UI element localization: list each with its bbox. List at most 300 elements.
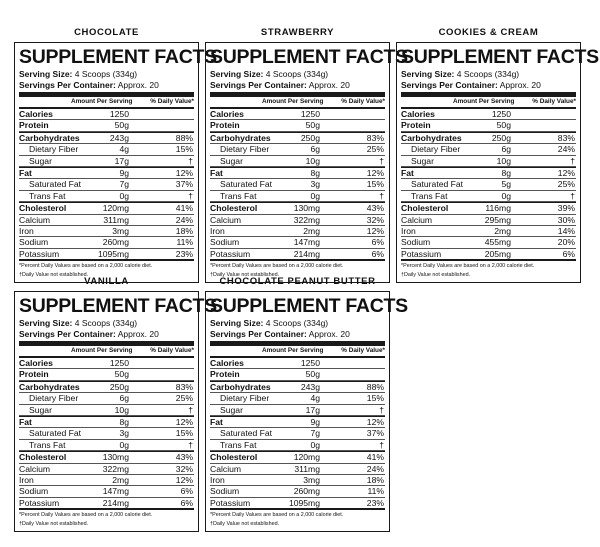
nutrient-row	[210, 486, 385, 497]
nutrient-daily-value: 24%	[175, 214, 193, 225]
nutrient-name: Dietary Fiber	[411, 144, 461, 155]
nutrient-row	[19, 440, 194, 451]
nutrient-daily-value: 12%	[175, 416, 193, 427]
flavor-title: STRAWBERRY	[260, 27, 335, 38]
nutrient-daily-value	[129, 109, 194, 119]
nutrient-amount: 0g	[501, 190, 511, 201]
nutrient-row	[210, 475, 385, 486]
nutrient-amount: 8g	[119, 416, 129, 427]
nutrient-name: Protein	[19, 120, 49, 131]
nutrient-daily-value	[511, 120, 576, 130]
nutrient-daily-value: 14%	[557, 225, 575, 236]
nutrient-amount: 50g	[496, 120, 511, 131]
nutrient-amount: 120mg	[293, 452, 320, 463]
nutrient-daily-value: 6%	[562, 248, 575, 259]
table-header	[210, 97, 385, 109]
nutrient-amount: 10g	[305, 155, 320, 166]
nutrient-name: Sodium	[401, 237, 431, 248]
flavor-block-4	[205, 275, 408, 532]
nutrient-row	[19, 202, 194, 214]
nutrient-name: Sodium	[210, 237, 240, 248]
nutrient-daily-value: 24%	[557, 144, 575, 155]
nutrient-daily-value: 37%	[366, 428, 384, 439]
nutrient-name: Sodium	[19, 237, 49, 248]
nutrient-daily-value: 12%	[175, 474, 193, 485]
nutrient-row	[210, 120, 385, 131]
flavor-block-2	[396, 26, 599, 283]
nutrient-row	[19, 475, 194, 486]
nutrient-row	[210, 249, 385, 261]
serving-size	[19, 318, 194, 329]
servings-per-container-label: Servings Per Container:	[210, 79, 307, 90]
serving-size	[401, 69, 576, 80]
nutrient-row	[19, 179, 194, 190]
nutrient-row	[19, 464, 194, 475]
nutrient-daily-value: †	[188, 155, 193, 166]
nutrient-row	[19, 369, 194, 380]
panel-heading: SUPPLEMENT FACTS	[19, 295, 217, 317]
serving-size-value: 4 Scoops (334g)	[74, 318, 138, 328]
nutrient-row	[210, 144, 385, 155]
nutrient-row	[210, 440, 385, 451]
serving-size	[19, 69, 194, 80]
serving-size-value: 4 Scoops (334g)	[456, 69, 520, 79]
flavor-block-1	[205, 26, 408, 283]
nutrient-name: Trans Fat	[29, 439, 66, 450]
serving-size-value: 4 Scoops (334g)	[265, 318, 329, 328]
nutrient-name: Iron	[19, 474, 34, 485]
nutrient-row	[19, 358, 194, 369]
nutrient-name: Saturated Fat	[29, 179, 82, 190]
nutrient-daily-value: 12%	[366, 167, 384, 178]
supplement-facts-panel	[14, 42, 217, 283]
nutrient-amount: 322mg	[293, 214, 320, 225]
nutrient-daily-value: 37%	[175, 179, 193, 190]
nutrient-amount: 116mg	[485, 203, 511, 214]
nutrient-daily-value	[511, 109, 576, 119]
nutrient-daily-value: 12%	[557, 167, 575, 178]
nutrient-daily-value: 11%	[176, 237, 193, 248]
nutrient-row	[401, 144, 576, 155]
footnote-daily-values: *Percent Daily Values are based on a 2,000 calorie diet.	[210, 512, 344, 519]
serving-size	[210, 69, 385, 80]
servings-per-container	[19, 329, 194, 340]
nutrient-daily-value: 12%	[175, 167, 193, 178]
flavor-block-3	[14, 275, 217, 532]
footnote-not-established: †Daily Value not established.	[19, 272, 89, 279]
flavor-title: CHOCOLATE	[74, 27, 139, 38]
supplement-facts-panel	[205, 291, 408, 532]
footnote-not-established: †Daily Value not established.	[19, 521, 89, 528]
nutrient-daily-value: †	[570, 190, 575, 201]
nutrient-daily-value: 30%	[557, 214, 575, 225]
nutrient-amount: 2mg	[303, 225, 320, 236]
serving-size-label: Serving Size:	[19, 69, 73, 79]
nutrient-amount: 1250	[109, 109, 129, 119]
nutrient-daily-value: 39%	[557, 203, 575, 214]
nutrient-name: Calories	[210, 109, 244, 119]
nutrient-name: Calcium	[19, 463, 51, 474]
nutrient-name: Cholesterol	[210, 452, 258, 463]
servings-per-container-value: Approx. 20	[499, 79, 541, 90]
nutrient-name: Carbohydrates	[210, 132, 271, 143]
nutrient-name: Fat	[210, 416, 223, 427]
nutrient-row	[401, 191, 576, 202]
flavor-title: VANILLA	[84, 276, 129, 287]
nutrient-amount: 322mg	[102, 463, 129, 474]
amount-header: Amount Per Serving	[262, 347, 324, 354]
nutrient-row	[19, 167, 194, 179]
supplement-facts-panel	[205, 42, 408, 283]
nutrient-name: Saturated Fat	[220, 428, 273, 439]
nutrient-amount: 0g	[119, 439, 129, 450]
nutrient-amount: 10g	[114, 404, 129, 415]
nutrient-row	[401, 120, 576, 131]
nutrient-name: Iron	[401, 225, 416, 236]
nutrient-amount: 1250	[300, 358, 320, 368]
amount-header: Amount Per Serving	[453, 98, 515, 105]
nutrient-daily-value: 43%	[366, 203, 384, 214]
nutrient-row	[210, 226, 385, 237]
nutrient-row	[401, 215, 576, 226]
nutrient-name: Sugar	[220, 155, 243, 166]
nutrient-row	[19, 144, 194, 155]
nutrient-name: Carbohydrates	[210, 381, 271, 392]
nutrient-amount: 243g	[109, 132, 129, 143]
nutrient-amount: 214mg	[102, 497, 129, 508]
nutrient-amount: 7g	[119, 179, 129, 190]
nutrient-amount: 205mg	[484, 248, 511, 259]
nutrient-row	[401, 202, 576, 214]
nutrient-daily-value: 24%	[366, 463, 384, 474]
nutrient-daily-value: 15%	[366, 393, 384, 404]
nutrient-row	[19, 405, 194, 416]
flavor-title: COOKIES & CREAM	[438, 27, 539, 38]
nutrient-amount: 260mg	[293, 486, 320, 497]
nutrient-row	[401, 237, 576, 248]
nutrient-row	[19, 215, 194, 226]
nutrient-amount: 243g	[300, 381, 320, 392]
nutrient-daily-value	[129, 358, 194, 368]
nutrient-name: Iron	[210, 225, 225, 236]
nutrient-row	[401, 132, 576, 144]
nutrient-amount: 147mg	[102, 486, 129, 497]
nutrient-daily-value: 6%	[371, 237, 384, 248]
flavor-block-0	[14, 26, 217, 283]
table-header	[19, 97, 194, 109]
dv-header: % Daily Value*	[150, 98, 194, 105]
nutrient-row	[19, 381, 194, 393]
nutrient-amount: 3mg	[303, 474, 320, 485]
nutrient-row	[210, 464, 385, 475]
nutrient-amount: 1250	[491, 109, 511, 119]
nutrient-row	[19, 486, 194, 497]
nutrient-name: Fat	[19, 416, 32, 427]
nutrient-row	[19, 451, 194, 463]
nutrient-amount: 2mg	[494, 225, 511, 236]
nutrient-row	[210, 405, 385, 416]
nutrient-name: Carbohydrates	[401, 132, 462, 143]
nutrient-amount: 10g	[496, 155, 511, 166]
nutrient-name: Sugar	[220, 404, 243, 415]
nutrient-row	[401, 179, 576, 190]
nutrient-name: Calcium	[401, 214, 433, 225]
nutrient-row	[19, 498, 194, 510]
nutrient-amount: 50g	[114, 369, 129, 380]
nutrient-amount: 0g	[119, 190, 129, 201]
nutrient-name: Sugar	[29, 155, 52, 166]
nutrient-name: Sugar	[411, 155, 434, 166]
nutrient-daily-value	[320, 109, 385, 119]
table-header	[19, 346, 194, 358]
servings-per-container	[401, 80, 576, 91]
dv-header: % Daily Value*	[532, 98, 576, 105]
nutrient-amount: 50g	[305, 120, 320, 131]
nutrient-row	[401, 226, 576, 237]
nutrient-name: Protein	[401, 120, 431, 131]
nutrient-row	[210, 369, 385, 380]
nutrient-row	[210, 428, 385, 439]
supplement-facts-panel	[396, 42, 599, 283]
nutrient-amount: 3g	[310, 179, 320, 190]
nutrient-amount: 1095mg	[288, 497, 320, 508]
nutrient-row	[19, 428, 194, 439]
nutrient-daily-value: 23%	[175, 248, 193, 259]
serving-size	[210, 318, 385, 329]
nutrient-row	[19, 191, 194, 202]
nutrient-name: Dietary Fiber	[220, 393, 270, 404]
nutrient-daily-value: 88%	[366, 381, 384, 392]
nutrient-amount: 17g	[114, 155, 129, 166]
nutrient-name: Trans Fat	[411, 190, 448, 201]
nutrient-amount: 9g	[119, 167, 129, 178]
servings-per-container-label: Servings Per Container:	[19, 79, 116, 90]
nutrient-daily-value: 41%	[366, 452, 384, 463]
nutrient-row	[401, 156, 576, 167]
nutrient-amount: 295mg	[484, 214, 511, 225]
nutrient-name: Sodium	[210, 486, 240, 497]
footnote-daily-values: *Percent Daily Values are based on a 2,000 calorie diet.	[19, 512, 153, 519]
nutrient-name: Saturated Fat	[29, 428, 82, 439]
nutrient-daily-value: 25%	[557, 179, 575, 190]
footnote-not-established: †Daily Value not established.	[401, 272, 471, 279]
supplement-facts-panel	[14, 291, 217, 532]
nutrient-amount: 250g	[109, 381, 129, 392]
nutrient-daily-value: 15%	[175, 144, 193, 155]
nutrient-daily-value: †	[379, 439, 384, 450]
nutrient-amount: 50g	[305, 369, 320, 380]
nutrient-row	[210, 416, 385, 428]
nutrient-daily-value	[320, 120, 385, 130]
nutrient-amount: 8g	[310, 167, 320, 178]
nutrient-name: Calcium	[210, 463, 242, 474]
panel-heading: SUPPLEMENT FACTS	[19, 46, 217, 68]
dv-header: % Daily Value*	[341, 347, 385, 354]
nutrient-daily-value: †	[188, 439, 193, 450]
nutrient-amount: 311mg	[103, 214, 129, 225]
nutrient-name: Calories	[19, 109, 53, 119]
nutrient-daily-value: 83%	[175, 381, 193, 392]
panel-heading: SUPPLEMENT FACTS	[401, 46, 599, 68]
nutrient-amount: 6g	[119, 393, 129, 404]
nutrient-name: Potassium	[401, 248, 442, 259]
nutrient-row	[210, 215, 385, 226]
servings-per-container-value: Approx. 20	[308, 328, 350, 339]
nutrient-daily-value: 6%	[371, 248, 384, 259]
nutrient-amount: 1095mg	[97, 248, 129, 259]
nutrient-name: Sodium	[19, 486, 49, 497]
nutrient-daily-value: †	[570, 155, 575, 166]
nutrient-amount: 8g	[501, 167, 511, 178]
nutrient-name: Dietary Fiber	[29, 144, 79, 155]
servings-per-container	[210, 329, 385, 340]
nutrient-name: Calories	[401, 109, 435, 119]
nutrient-daily-value	[320, 358, 385, 368]
servings-per-container-label: Servings Per Container:	[210, 328, 307, 339]
nutrient-name: Potassium	[19, 497, 60, 508]
serving-size-label: Serving Size:	[19, 318, 73, 328]
nutrient-daily-value: 88%	[175, 132, 193, 143]
nutrient-name: Potassium	[19, 248, 60, 259]
nutrient-name: Saturated Fat	[220, 179, 273, 190]
nutrient-row	[19, 226, 194, 237]
nutrient-daily-value: 25%	[175, 393, 193, 404]
nutrient-daily-value: 23%	[366, 497, 384, 508]
nutrient-name: Trans Fat	[29, 190, 66, 201]
nutrient-daily-value: 18%	[366, 474, 384, 485]
nutrient-daily-value: 32%	[175, 463, 193, 474]
nutrient-amount: 214mg	[293, 248, 320, 259]
nutrient-daily-value: 83%	[366, 132, 384, 143]
nutrient-daily-value: 12%	[366, 416, 384, 427]
nutrient-name: Calories	[19, 358, 53, 368]
nutrient-name: Carbohydrates	[19, 381, 80, 392]
nutrient-daily-value: †	[379, 404, 384, 415]
nutrient-amount: 260mg	[102, 237, 129, 248]
panel-heading: SUPPLEMENT FACTS	[210, 46, 408, 68]
nutrient-daily-value: 11%	[367, 486, 384, 497]
nutrient-name: Fat	[401, 167, 414, 178]
nutrient-name: Calcium	[19, 214, 51, 225]
nutrient-amount: 6g	[501, 144, 511, 155]
nutrient-amount: 3g	[119, 428, 129, 439]
nutrient-amount: 130mg	[293, 203, 320, 214]
nutrient-amount: 120mg	[102, 203, 129, 214]
serving-size-label: Serving Size:	[210, 318, 264, 328]
nutrient-daily-value: 6%	[180, 486, 193, 497]
nutrient-daily-value: †	[379, 190, 384, 201]
nutrient-row	[19, 416, 194, 428]
nutrient-daily-value: 32%	[366, 214, 384, 225]
nutrient-daily-value: †	[188, 190, 193, 201]
nutrient-amount: 0g	[310, 190, 320, 201]
nutrient-row	[210, 381, 385, 393]
nutrient-row	[210, 179, 385, 190]
nutrient-row	[210, 167, 385, 179]
nutrient-name: Potassium	[210, 248, 251, 259]
footnote-daily-values: *Percent Daily Values are based on a 2,000 calorie diet.	[401, 263, 535, 270]
nutrient-daily-value: 20%	[557, 237, 575, 248]
nutrient-name: Cholesterol	[19, 203, 67, 214]
dv-header: % Daily Value*	[150, 347, 194, 354]
nutrient-daily-value: 41%	[175, 203, 193, 214]
nutrient-amount: 147mg	[293, 237, 320, 248]
nutrient-daily-value	[129, 369, 194, 379]
servings-per-container-value: Approx. 20	[117, 328, 159, 339]
nutrient-row	[401, 249, 576, 261]
flavor-title: CHOCOLATE PEANUT BUTTER	[219, 276, 376, 287]
nutrient-row	[401, 167, 576, 179]
nutrient-row	[210, 191, 385, 202]
footnote-daily-values: *Percent Daily Values are based on a 2,000 calorie diet.	[19, 263, 153, 270]
nutrient-row	[210, 358, 385, 369]
nutrient-daily-value	[320, 369, 385, 379]
nutrient-amount: 3mg	[112, 225, 129, 236]
nutrient-row	[19, 156, 194, 167]
nutrient-row	[210, 156, 385, 167]
nutrient-amount: 455mg	[484, 237, 511, 248]
nutrient-name: Fat	[19, 167, 32, 178]
dv-header: % Daily Value*	[341, 98, 385, 105]
serving-size-value: 4 Scoops (334g)	[74, 69, 138, 79]
nutrient-amount: 17g	[305, 404, 320, 415]
servings-per-container	[19, 80, 194, 91]
nutrient-name: Saturated Fat	[411, 179, 464, 190]
nutrient-row	[19, 237, 194, 248]
nutrient-row	[210, 202, 385, 214]
nutrient-name: Protein	[210, 369, 240, 380]
nutrient-name: Cholesterol	[401, 203, 449, 214]
nutrient-name: Carbohydrates	[19, 132, 80, 143]
amount-header: Amount Per Serving	[71, 347, 133, 354]
nutrient-amount: 1250	[300, 109, 320, 119]
footnote-not-established: †Daily Value not established.	[210, 521, 280, 528]
nutrient-daily-value: 18%	[175, 225, 193, 236]
nutrient-amount: 1250	[109, 358, 129, 368]
nutrient-row	[210, 109, 385, 120]
footnote-not-established: †Daily Value not established.	[210, 272, 280, 279]
nutrient-name: Dietary Fiber	[29, 393, 79, 404]
servings-per-container-value: Approx. 20	[308, 79, 350, 90]
nutrient-daily-value: †	[379, 155, 384, 166]
nutrient-row	[210, 393, 385, 404]
servings-per-container-label: Servings Per Container:	[401, 79, 498, 90]
nutrient-name: Cholesterol	[210, 203, 258, 214]
nutrient-name: Dietary Fiber	[220, 144, 270, 155]
nutrient-amount: 7g	[310, 428, 320, 439]
nutrient-daily-value	[129, 120, 194, 130]
nutrient-daily-value: 43%	[175, 452, 193, 463]
nutrient-row	[210, 132, 385, 144]
serving-size-value: 4 Scoops (334g)	[265, 69, 329, 79]
nutrient-name: Iron	[19, 225, 34, 236]
nutrient-name: Iron	[210, 474, 225, 485]
footnote-daily-values: *Percent Daily Values are based on a 2,000 calorie diet.	[210, 263, 344, 270]
nutrient-daily-value: 83%	[557, 132, 575, 143]
table-header	[210, 346, 385, 358]
nutrient-amount: 50g	[114, 120, 129, 131]
nutrient-name: Protein	[210, 120, 240, 131]
nutrient-name: Trans Fat	[220, 190, 257, 201]
nutrient-row	[401, 109, 576, 120]
amount-header: Amount Per Serving	[262, 98, 324, 105]
nutrient-name: Protein	[19, 369, 49, 380]
nutrient-daily-value: 6%	[180, 497, 193, 508]
nutrient-amount: 6g	[310, 144, 320, 155]
nutrient-amount: 250g	[491, 132, 511, 143]
nutrient-amount: 130mg	[102, 452, 129, 463]
nutrient-daily-value: 15%	[175, 428, 193, 439]
